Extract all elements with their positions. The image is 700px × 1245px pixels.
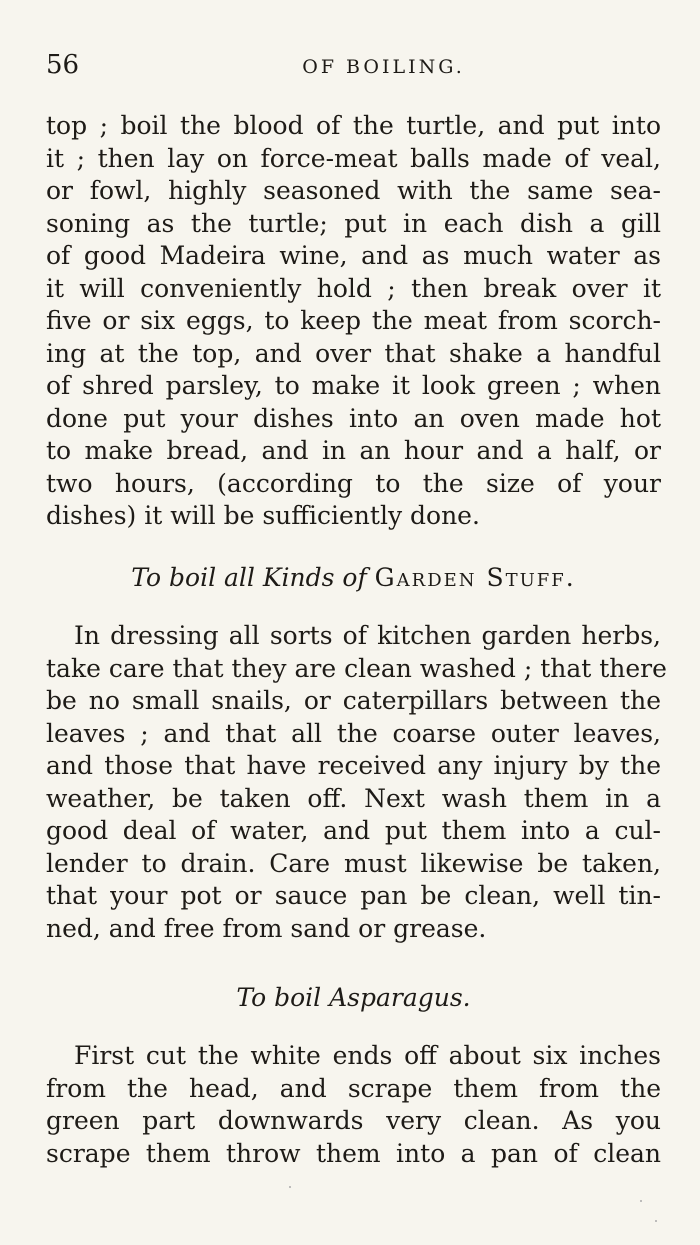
page-number: 56 [46, 50, 80, 80]
paragraph-asparagus [46, 1040, 661, 1170]
text-line: of good Madeira wine, and as much water as [46, 241, 661, 270]
section-heading-asparagus: To boil Asparagus. [236, 983, 471, 1012]
running-head: OF BOILING. [302, 56, 465, 78]
paragraph-turtle-end [46, 110, 661, 533]
text-line: soning as the turtle; put in each dish a gill [46, 208, 661, 238]
text-line: top ; boil the blood of the turtle, and put into [46, 111, 661, 140]
section-heading-garden-stuff [46, 563, 661, 592]
paper-speck [640, 1200, 642, 1202]
text-line: five or six eggs, to keep the meat from scorch- [46, 306, 661, 335]
text-line: ing at the top, and over that shake a handful [46, 338, 661, 368]
text-line: done put your dishes into an oven made hot [46, 403, 661, 433]
paper-speck [655, 1220, 657, 1222]
text-line: from the head, and scrape them from the [46, 1073, 661, 1103]
text-line: and those that have received any injury by the [46, 751, 661, 780]
text-line: scrape them throw them into a pan of clean [46, 1138, 661, 1168]
text-line: dishes) it will be sufficiently done. [46, 501, 480, 530]
text-line: of shred parsley, to make it look green ; when [46, 371, 661, 400]
text-line: take care that they are clean washed ; that there [46, 653, 667, 683]
text-line: it will conveniently hold ; then break over it [46, 273, 661, 303]
text-line: lender to drain. Care must likewise be taken, [46, 848, 661, 878]
paragraph-garden-stuff [46, 620, 667, 945]
heading-italic: To boil all Kinds of [131, 563, 375, 592]
heading-small-caps: Garden Stuff. [374, 563, 576, 592]
text-line: it ; then lay on force-meat balls made of veal, [46, 143, 661, 173]
text-line: leaves ; and that all the coarse outer leaves, [46, 718, 661, 748]
text-line: be no small snails, or caterpillars between the [46, 686, 661, 715]
text-line: good deal of water, and put them into a cul- [46, 816, 661, 845]
paper-speck [289, 1186, 291, 1188]
text-line: ned, and free from sand or grease. [46, 913, 487, 943]
text-line: or fowl, highly seasoned with the same sea- [46, 176, 661, 205]
text-line: weather, be taken off. Next wash them in a [46, 783, 661, 813]
text-line: In dressing all sorts of kitchen garden herbs, [74, 621, 661, 650]
text-line: First cut the white ends off about six inches [74, 1041, 661, 1070]
text-line: green part downwards very clean. As you [46, 1106, 661, 1135]
text-line: to make bread, and in an hour and a half, or [46, 436, 661, 465]
text-line: that your pot or sauce pan be clean, well tin- [46, 881, 661, 910]
text-line: two hours, (according to the size of your [46, 468, 661, 498]
page-header [46, 50, 661, 90]
